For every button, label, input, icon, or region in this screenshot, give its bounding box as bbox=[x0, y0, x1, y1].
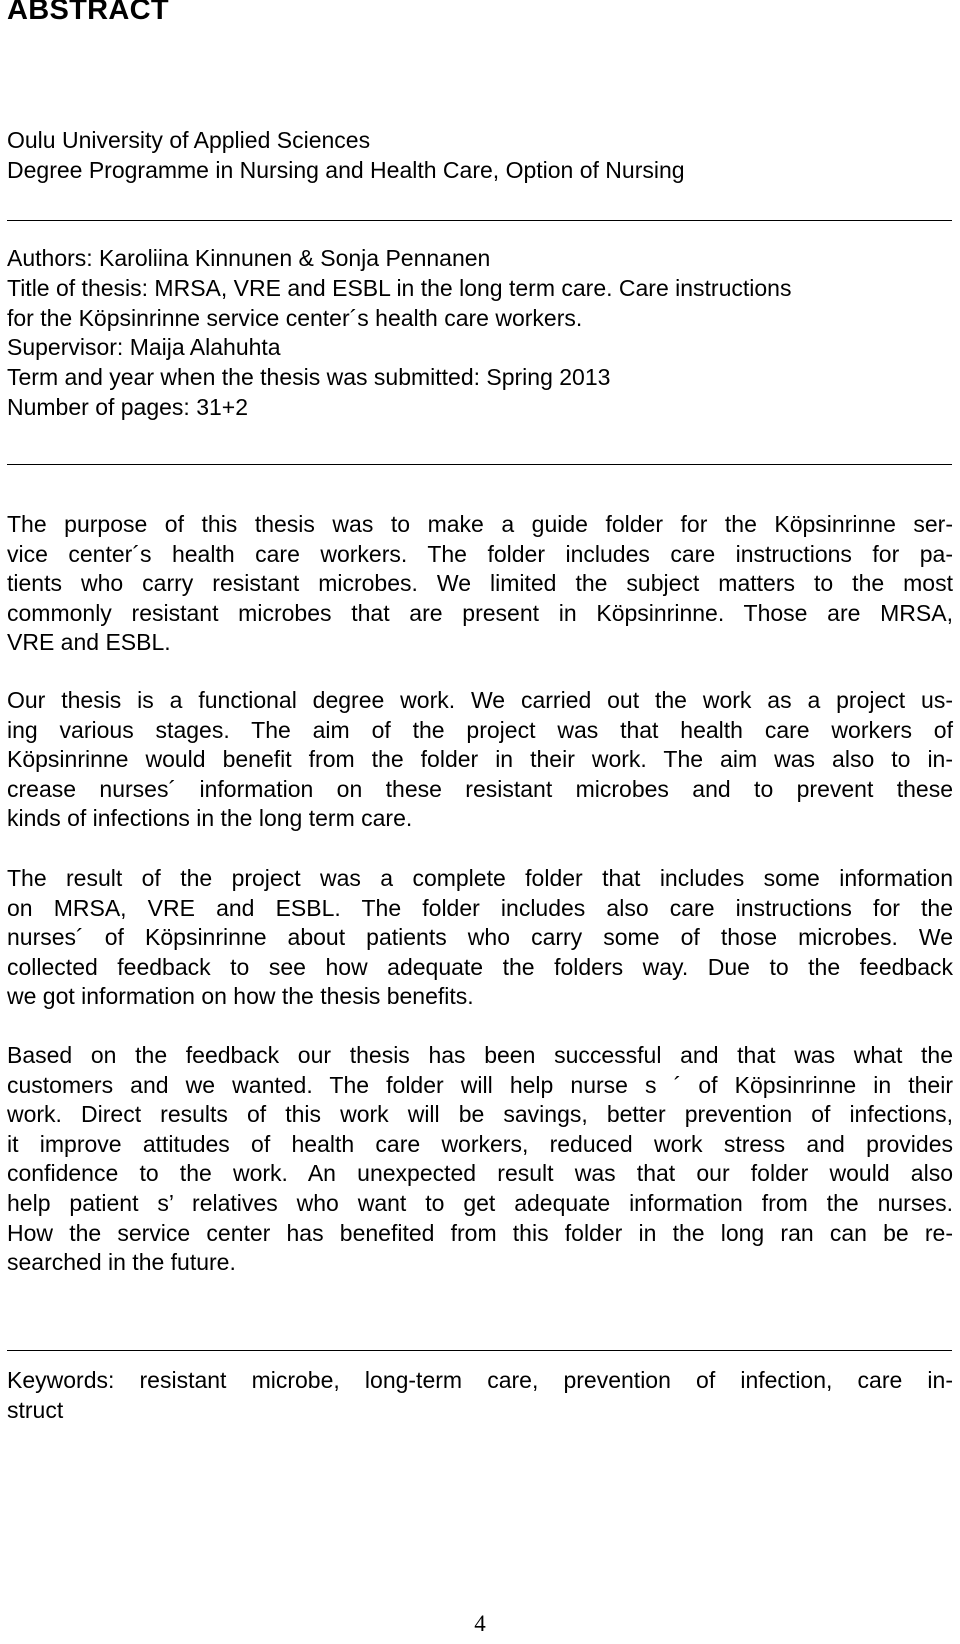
divider-middle bbox=[7, 464, 952, 465]
paragraph-line: vice center´s health care workers. The folder includes care instructions for pa- bbox=[7, 540, 953, 567]
thesis-title-line-1: Title of thesis: MRSA, VRE and ESBL in the long term care. Care instructions bbox=[7, 275, 792, 301]
paragraph-line: on MRSA, VRE and ESBL. The folder includes also care instructions for the bbox=[7, 894, 953, 921]
paragraph-line: commonly resistant microbes that are present in Köpsinrinne. Those are MRSA, bbox=[7, 599, 953, 626]
paragraph-line: help patient s’ relatives who want to get adequate information from the nurses. bbox=[7, 1189, 953, 1216]
submission-term-line: Term and year when the thesis was submitted: Spring 2013 bbox=[7, 364, 611, 390]
paragraph-line: ing various stages. The aim of the project was that health care workers of bbox=[7, 716, 953, 743]
paragraph-line: crease nurses´ information on these resistant microbes and to prevent these bbox=[7, 775, 953, 802]
paragraph-line: confidence to the work. An unexpected result was that our folder would also bbox=[7, 1160, 953, 1187]
page-number: 4 bbox=[474, 1611, 486, 1636]
paragraph-line: Our thesis is a functional degree work. We carried out the work as a project us- bbox=[7, 687, 953, 713]
paragraph-line: The result of the project was a complete folder that includes some information bbox=[7, 865, 953, 891]
paragraph-line: work. Direct results of this work will be savings, better prevention of infections, bbox=[7, 1101, 953, 1128]
abstract-paragraph-2 bbox=[7, 686, 953, 834]
paragraph-line: VRE and ESBL. bbox=[7, 629, 171, 656]
paragraph-line: How the service center has benefited from this folder in the long ran can be re- bbox=[7, 1219, 953, 1246]
divider-bottom bbox=[7, 1350, 952, 1351]
paragraph-line: collected feedback to see how adequate the folders way. Due to the feedback bbox=[7, 953, 953, 980]
supervisor-line: Supervisor: Maija Alahuhta bbox=[7, 334, 281, 360]
keywords-line: struct bbox=[7, 1396, 64, 1423]
paragraph-line: it improve attitudes of health care workers, reduced work stress and provides bbox=[7, 1130, 953, 1157]
university-name: Oulu University of Applied Sciences bbox=[7, 127, 371, 153]
abstract-paragraph-1 bbox=[7, 510, 953, 658]
paragraph-line: kinds of infections in the long term care. bbox=[7, 805, 413, 832]
degree-programme: Degree Programme in Nursing and Health Care, Option of Nursing bbox=[7, 157, 685, 183]
paragraph-line: nurses´ of Köpsinrinne about patients who carry some of those microbes. We bbox=[7, 924, 953, 951]
paragraph-line: tients who carry resistant microbes. We limited the subject matters to the most bbox=[7, 570, 953, 597]
paragraph-line: The purpose of this thesis was to make a guide folder for the Köpsinrinne ser- bbox=[7, 511, 953, 537]
paragraph-line: customers and we wanted. The folder will help nurse s ´ of Köpsinrinne in their bbox=[7, 1071, 953, 1098]
page-title: ABSTRACT bbox=[7, 0, 169, 26]
abstract-paragraph-4 bbox=[7, 1041, 953, 1278]
paragraph-line: we got information on how the thesis benefits. bbox=[7, 983, 474, 1010]
paragraph-line: Köpsinrinne would benefit from the folder in their work. The aim was also to in- bbox=[7, 746, 953, 773]
thesis-title-line-2: for the Köpsinrinne service center´s health care workers. bbox=[7, 305, 583, 331]
page-count-line: Number of pages: 31+2 bbox=[7, 394, 249, 420]
authors-line: Authors: Karoliina Kinnunen & Sonja Pennanen bbox=[7, 245, 491, 271]
paragraph-line: Based on the feedback our thesis has been successful and that was what the bbox=[7, 1042, 953, 1068]
abstract-paragraph-3 bbox=[7, 864, 953, 1012]
paragraph-line: searched in the future. bbox=[7, 1249, 236, 1276]
divider-top bbox=[7, 220, 952, 221]
keywords-block bbox=[7, 1366, 953, 1425]
keywords-line: Keywords: resistant microbe, long-term care, prevention of infection, care in- bbox=[7, 1367, 953, 1393]
